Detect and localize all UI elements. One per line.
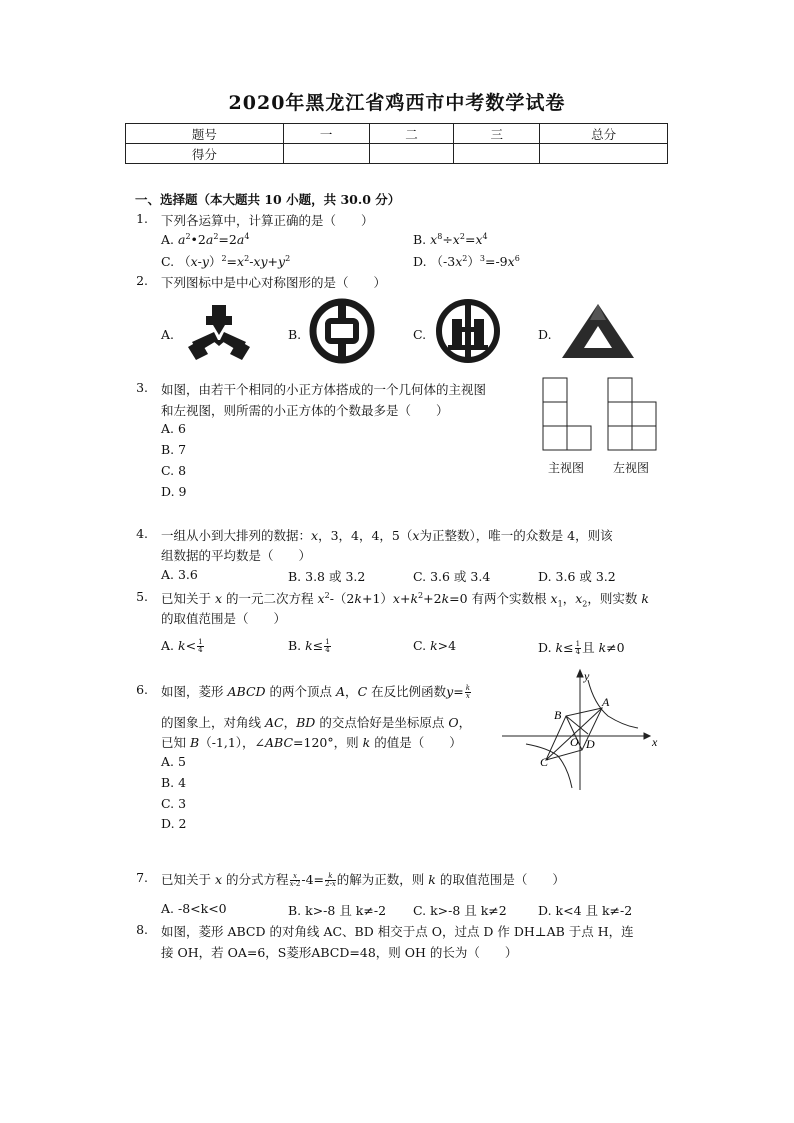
question-number: 8. xyxy=(136,922,148,937)
question-number: 3. xyxy=(136,380,148,395)
question-stem: 接 OH，若 OA=6，S菱形ABCD=48，则 OH 的长为（ ） xyxy=(161,945,518,960)
question-number: 1. xyxy=(136,211,148,226)
agricultural-bank-logo-icon xyxy=(434,297,502,365)
exam-title: 2020年黑龙江省鸡西市中考数学试卷 xyxy=(228,92,566,114)
score-header-cell: 题号 xyxy=(126,124,284,144)
question-stem: 已知关于 x 的分式方程 $\frac{x}{x-2}$ -4= $\frac{k}{2-x}$ 的解为正数，则 k 的取值范围是（ ） xyxy=(161,872,565,888)
question-stem: 组数据的平均数是（ ） xyxy=(161,548,312,563)
left-view-caption: 左视图 xyxy=(613,461,650,475)
option-c: C. 8 xyxy=(161,463,187,478)
score-cell xyxy=(369,144,454,164)
score-header-cell: 三 xyxy=(454,124,540,144)
question-stem: 的图象上，对角线 AC，BD 的交点恰好是坐标原点 O， xyxy=(161,715,472,730)
question-number: 5. xyxy=(136,589,148,604)
question-stem: 如图，菱形 ABCD 的两个顶点 A，C 在反比例函数y= $\frac{k}{x}$ xyxy=(161,684,470,700)
option-b: B. 4 xyxy=(161,775,187,790)
option-b: B. k≤ $\frac{1}{4}$ xyxy=(288,638,330,654)
option-a: A. 5 xyxy=(161,754,186,769)
option-d: D. 9 xyxy=(161,484,187,499)
point-o-label: O xyxy=(570,735,579,749)
option-d: D. k≤ $\frac{1}{4}$ 且 k≠0 xyxy=(538,640,625,656)
question-stem: 一组从小到大排列的数据：x，3，4，4，5（x为正整数），唯一的众数是 4，则该 xyxy=(161,528,613,543)
question-stem: 如图，菱形 ABCD 的对角线 AC、BD 相交于点 O，过点 D 作 DH⊥AB 于点 H，连 xyxy=(161,924,634,939)
option-a: A. 6 xyxy=(161,421,186,436)
question-number: 7. xyxy=(136,870,148,885)
question-number: 4. xyxy=(136,526,148,541)
three-views-figure xyxy=(540,374,665,456)
point-a-label: A xyxy=(602,695,610,709)
option-b: B. k>-8 且 k≠-2 xyxy=(288,903,387,918)
bank-of-china-logo-icon xyxy=(308,297,376,365)
logo-a-icon xyxy=(184,302,254,362)
option-c: C. $(x-y)^2=x^2-xy+y^2$ xyxy=(161,253,291,269)
option-a: A. $a^2•2a^2=2a^4$ xyxy=(161,232,250,248)
score-header-cell: 二 xyxy=(369,124,454,144)
question-stem: 已知 B（-1,1），∠ABC=120°，则 k 的值是（ ） xyxy=(161,735,462,750)
question-stem: 的取值范围是（ ） xyxy=(161,611,287,626)
option-c: C. k>4 xyxy=(413,638,457,653)
question-stem: 和左视图，则所需的小正方体的个数最多是（ ） xyxy=(161,403,449,418)
option-d: D. xyxy=(538,327,552,342)
option-d: D. k<4 且 k≠-2 xyxy=(538,903,633,918)
option-b: B. $x^8\div x^2=x^4$ xyxy=(413,232,488,248)
score-cell xyxy=(283,144,369,164)
point-b-label: B xyxy=(554,708,562,722)
point-c-label: C xyxy=(540,755,549,769)
option-a: A. 3.6 xyxy=(161,567,198,582)
point-d-label: D xyxy=(586,737,595,751)
option-c: C. xyxy=(413,327,427,342)
option-a: A. xyxy=(161,327,175,342)
front-view-caption: 主视图 xyxy=(548,461,585,475)
score-cell xyxy=(454,144,540,164)
question-stem: 如图，由若干个相同的小正方体搭成的一个几何体的主视图 xyxy=(161,382,487,397)
option-d: D. 2 xyxy=(161,816,187,831)
score-table xyxy=(125,123,668,164)
option-a: A. k< $\frac{1}{4}$ xyxy=(161,638,203,654)
rhombus-hyperbola-figure xyxy=(500,664,666,792)
question-number: 6. xyxy=(136,682,148,697)
option-a: A. -8<k<0 xyxy=(161,901,227,916)
option-d: D. $(-3x^2)^3=-9x^6$ xyxy=(413,253,520,269)
score-table-row xyxy=(126,144,668,164)
question-number: 2. xyxy=(136,273,148,288)
option-b: B. 7 xyxy=(161,442,187,457)
option-b: B. 3.8 或 3.2 xyxy=(288,569,366,584)
score-header-cell: 一 xyxy=(283,124,369,144)
option-c: C. k>-8 且 k≠2 xyxy=(413,903,507,918)
option-c: C. 3.6 或 3.4 xyxy=(413,569,491,584)
option-b: B. xyxy=(288,327,302,342)
question-stem: 已知关于 x 的一元二次方程 $x^2-(2k+1)x+k^2+2k=0$ 有两个实数根 $x_1$，$x_2$，则实数 k xyxy=(161,590,649,609)
y-axis-label: y xyxy=(584,669,590,683)
score-cell xyxy=(540,144,668,164)
question-stem: 下列图标中是中心对称图形的是（ ） xyxy=(161,275,387,290)
section-heading: 一、选择题（本大题共 10 小题，共 30.0 分） xyxy=(135,192,401,207)
option-c: C. 3 xyxy=(161,796,187,811)
triangle-logo-icon xyxy=(560,300,636,362)
x-axis-label: x xyxy=(652,735,658,749)
score-table-header-row xyxy=(126,124,668,144)
option-d: D. 3.6 或 3.2 xyxy=(538,569,616,584)
question-stem: 下列各运算中，计算正确的是（ ） xyxy=(161,213,374,228)
score-row-label: 得分 xyxy=(126,144,284,164)
score-header-cell: 总分 xyxy=(540,124,668,144)
